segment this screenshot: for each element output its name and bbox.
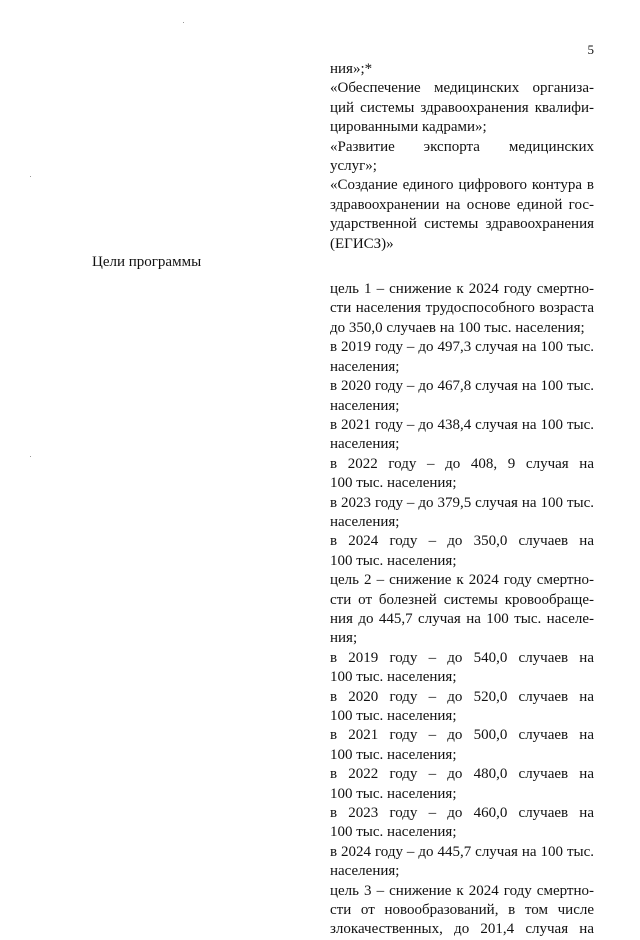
goal-line: в 2023 году – до 379,5 случая на 100 тыс. — [330, 494, 594, 511]
goal-line: 100 тыс. населения; — [330, 785, 457, 802]
subprogram-line: «Создание единого цифрового контура в — [330, 177, 594, 194]
goal-line: в 2024 году – до 350,0 случаев на — [330, 533, 594, 550]
subprogram-line: цированными кадрами»; — [330, 119, 487, 136]
subprogram-line: ударственной системы здравоохранения — [330, 216, 594, 233]
goal-line: в 2020 году – до 467,8 случая на 100 тыс. — [330, 378, 594, 395]
subprogram-line: (ЕГИСЗ)» — [330, 235, 394, 252]
subprogram-line: здравоохранении на основе единой гос- — [330, 196, 594, 213]
goal-line: сти от болезней системы кровообраще- — [330, 591, 594, 608]
subprogram-line: услуг»; — [330, 158, 377, 175]
program-goals — [330, 280, 594, 940]
goal-line: населения; — [330, 436, 400, 453]
goal-line: 100 тыс. населения; — [330, 746, 457, 763]
subprogram-line: «Обеспечение медицинских организа- — [330, 80, 594, 97]
goal-line: в 2019 году – до 540,0 случаев на — [330, 649, 594, 666]
goal-line: сти населения трудоспособного возраста — [330, 300, 594, 317]
goal-line: в 2022 году – до 480,0 случаев на — [330, 766, 594, 783]
goal-line: в 2019 году – до 497,3 случая на 100 тыс. — [330, 339, 594, 356]
subprogram-list — [330, 60, 594, 254]
goal-line: 100 тыс. населения; — [330, 708, 457, 724]
goal-line: населения; — [330, 513, 400, 530]
goal-line: населения; — [330, 358, 400, 375]
goal-line: злокачественных, до 201,4 случая на — [330, 921, 594, 938]
goal-line: населения; — [330, 397, 400, 414]
page-number: 5 — [587, 42, 594, 57]
goal-line: в 2022 году – до 408, 9 случая на — [330, 455, 594, 472]
goal-line: ния; — [330, 630, 358, 647]
goal-line: до 350,0 случаев на 100 тыс. населения; — [330, 319, 585, 336]
section-gap — [330, 254, 594, 280]
program-text-column — [330, 60, 594, 940]
goal-line: в 2024 году – до 445,7 случая на 100 тыс. — [330, 843, 594, 860]
goal-line: 100 тыс. населения; — [330, 669, 457, 686]
goal-line: сти от новообразований, в том числе — [330, 902, 594, 919]
goal-line: в 2023 году – до 460,0 случаев на — [330, 805, 594, 822]
goal-line: цель 2 – снижение к 2024 году смертно- — [330, 572, 594, 589]
subprogram-line: ций системы здравоохранения квалифи- — [330, 99, 594, 116]
goal-line: в 2021 году – до 500,0 случаев на — [330, 727, 594, 744]
goal-line: в 2020 году – до 520,0 случаев на — [330, 688, 594, 705]
goal-line: ния до 445,7 случая на 100 тыс. населе- — [330, 610, 594, 627]
subprogram-line: ния»;* — [330, 61, 373, 77]
goal-line: цель 1 – снижение к 2024 году смертно- — [330, 281, 594, 298]
goal-line: 100 тыс. населения; — [330, 824, 457, 841]
goal-line: цель 3 – снижение к 2024 году смертно- — [330, 882, 594, 899]
goal-line: 100 тыс. населения; — [330, 552, 457, 569]
goal-line: 100 тыс. населения; — [330, 475, 457, 492]
goal-line: в 2021 году – до 438,4 случая на 100 тыс. — [330, 416, 594, 433]
goal-line: населения; — [330, 863, 400, 880]
section-label: Цели программы — [92, 254, 202, 270]
subprogram-line: «Развитие экспорта медицинских — [330, 138, 594, 155]
